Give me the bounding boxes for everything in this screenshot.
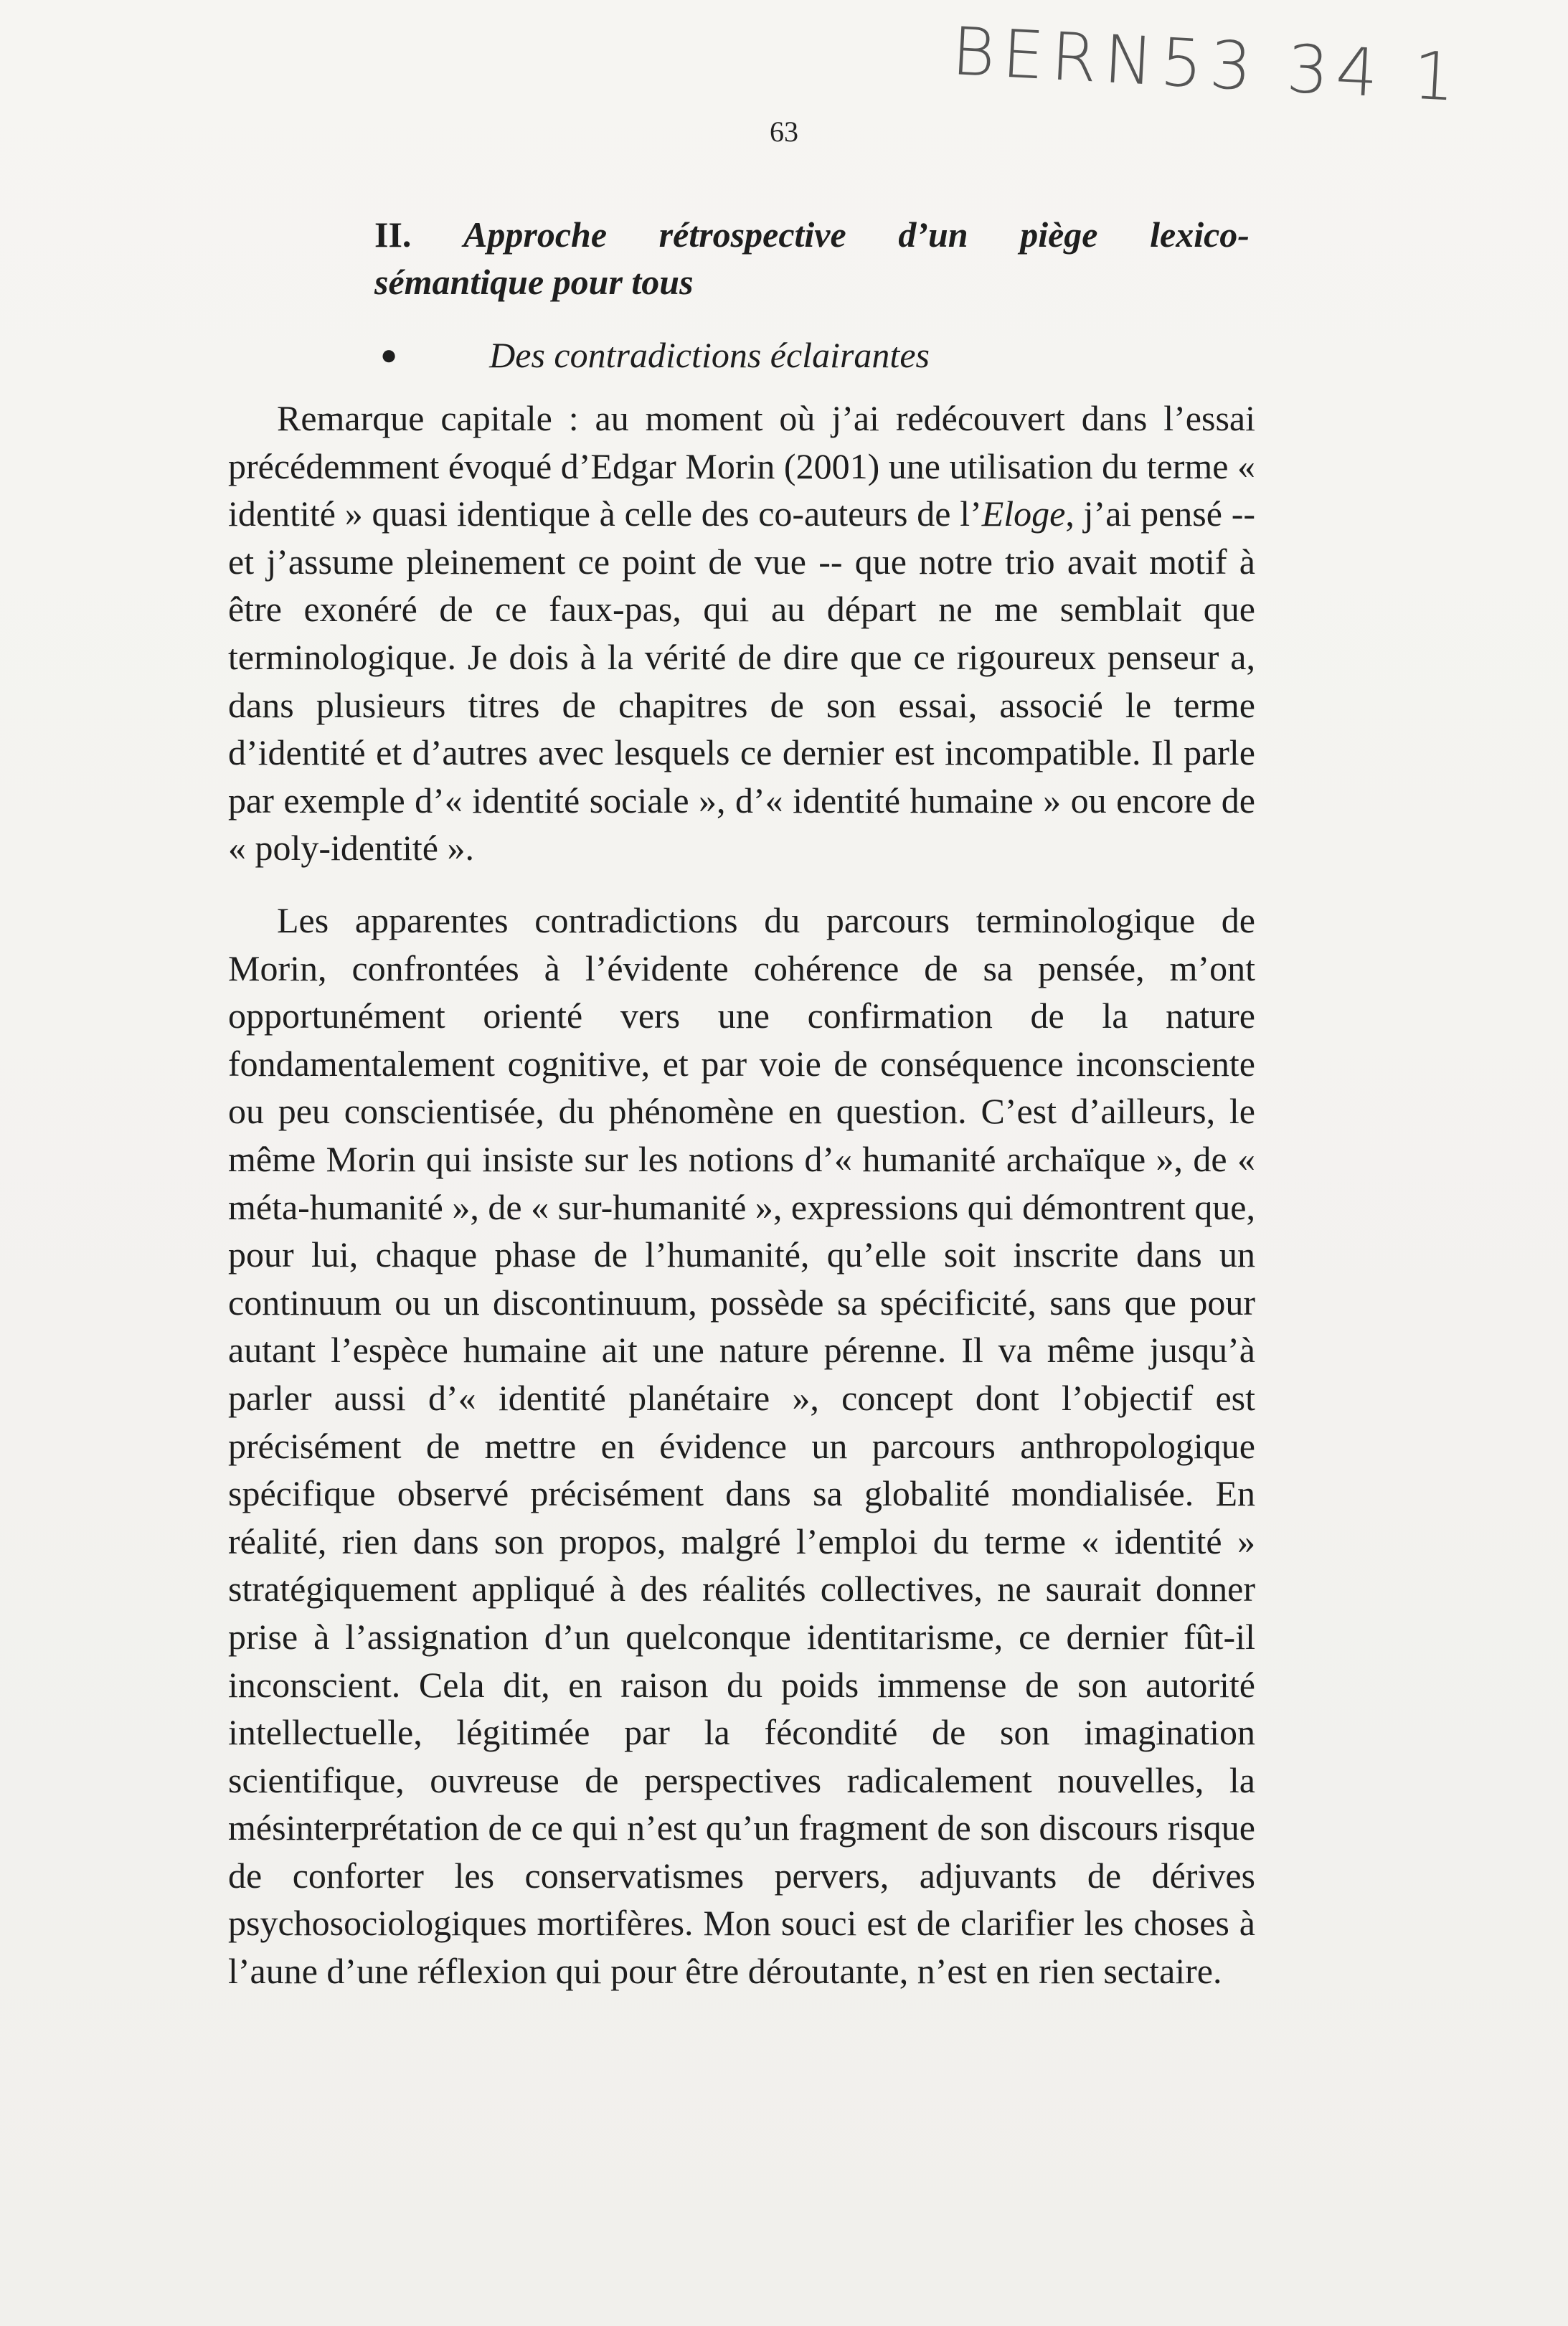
paragraph-1	[228, 394, 1255, 872]
heading-number: II.	[374, 214, 412, 255]
page-number: 63	[770, 115, 798, 148]
paragraph-1-part-2: , j’ai pensé -- et j’assume pleinement ce point de vue -- que notre trio avait motif à être exonéré de ce faux-pas, qui au départ ne me semblait que terminologique. Je dois à la vérité de dire que ce rigoureux penseur a, dans plusieurs titres de chapitres de son essai, associé le terme d’identité et d’autres avec lesquels ce dernier est incompatible. Il parle par exemple d’« identité sociale », d’« identité humaine » ou encore de « poly-identité ».	[228, 493, 1256, 869]
heading-line-1	[374, 211, 1250, 258]
handwritten-annotation: BERN53 34 1	[950, 13, 1465, 117]
subheading	[380, 331, 930, 379]
paragraph-1-part-1: Remarque capitale : au moment où j’ai redécouvert dans l’essai précédemment évoqué d’Edgar Morin (2001) une utilisation du terme « identité » quasi identique à celle des co-auteurs de l’	[228, 398, 1255, 534]
heading-word: d’un	[898, 214, 968, 255]
paragraph-1-italic: Eloge	[981, 493, 1066, 534]
heading-word: Approche	[463, 214, 608, 255]
heading-word: lexico-	[1150, 214, 1250, 255]
heading-line-2	[374, 258, 1250, 306]
heading-word: piège	[1020, 214, 1098, 255]
subheading-text: Des contradictions éclairantes	[489, 335, 930, 375]
bullet-icon: ●	[380, 339, 398, 371]
paragraph-2: Les apparentes contradictions du parcours terminologique de Morin, confrontées à l’évidente cohérence de sa pensée, m’ont opportunément orienté vers une confirmation de la nature fondamentalement cognitive, et par voie de conséquence inconsciente ou peu conscientisée, du phénomène en question. C’est d’ailleurs, le même Morin qui insiste sur les notions d’« humanité archaïque », de « méta-humanité », de « sur-humanité », expressions qui démontrent que, pour lui, chaque phase de l’humanité, qu’elle soit inscrite dans un continuum ou un discontinuum, possède sa spécificité, sans que pour autant l’espèce humaine ait une nature pérenne. Il va même jusqu’à parler aussi d’« identité planétaire », concept dont l’objectif est précisément de mettre en évidence un parcours anthropologique spécifique observé précisément dans sa globalité mondialisée. En réalité, rien dans son propos, malgré l’emploi du terme « identité » stratégiquement appliqué à des réalités collectives, ne saurait donner prise à l’assignation d’un quelconque identitarisme, ce dernier fût-il inconscient. Cela dit, en raison du poids immense de son autorité intellectuelle, légitimée par la fécondité de son imagination scientifique, ouvreuse de perspectives radicalement nouvelles, la mésinterprétation de ce qui n’est qu’un fragment de son discours risque de conforter les conservatismes pervers, adjuvants de dérives psychosociologiques mortifères. Mon souci est de clarifier les choses à l’aune d’une réflexion qui pour être déroutante, n’est en rien sectaire.	[228, 900, 1255, 1992]
section-heading	[374, 211, 1250, 306]
heading-line-2-text: sémantique pour tous	[374, 262, 694, 302]
heading-word: rétrospective	[658, 214, 846, 255]
